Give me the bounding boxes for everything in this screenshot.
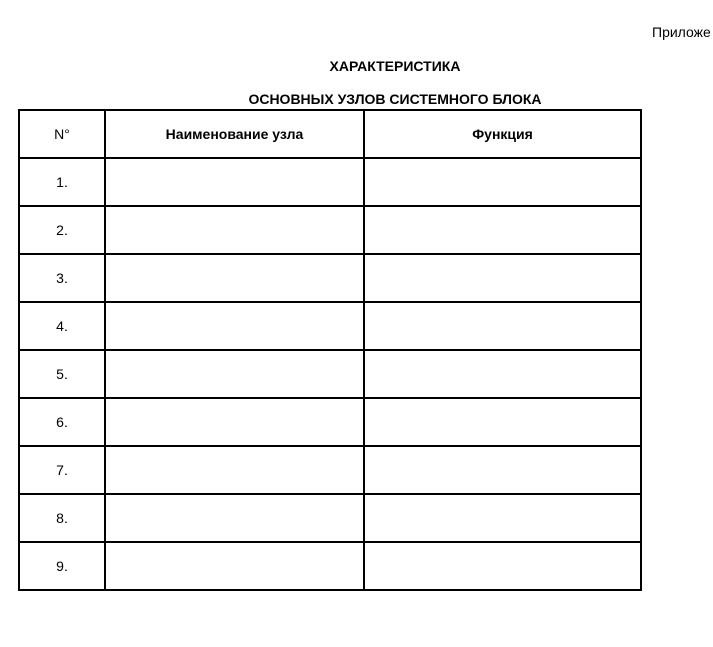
node-function-cell[interactable] xyxy=(364,494,641,542)
column-header-number: N° xyxy=(19,110,105,158)
document-title: ХАРАКТЕРИСТИКА xyxy=(329,58,461,74)
table-row xyxy=(19,350,641,398)
column-header-function: Функция xyxy=(364,110,641,158)
row-number: 8. xyxy=(19,494,105,542)
row-number: 4. xyxy=(19,302,105,350)
row-number: 3. xyxy=(19,254,105,302)
table-row xyxy=(19,446,641,494)
node-name-cell[interactable] xyxy=(105,254,364,302)
node-name-cell[interactable] xyxy=(105,158,364,206)
table-row xyxy=(19,398,641,446)
table-row xyxy=(19,254,641,302)
node-function-cell[interactable] xyxy=(364,158,641,206)
node-name-cell[interactable] xyxy=(105,398,364,446)
node-name-cell[interactable] xyxy=(105,542,364,590)
node-function-cell[interactable] xyxy=(364,446,641,494)
row-number: 7. xyxy=(19,446,105,494)
node-function-cell[interactable] xyxy=(364,542,641,590)
node-name-cell[interactable] xyxy=(105,494,364,542)
node-function-cell[interactable] xyxy=(364,302,641,350)
node-name-cell[interactable] xyxy=(105,446,364,494)
row-number: 1. xyxy=(19,158,105,206)
node-name-cell[interactable] xyxy=(105,302,364,350)
document-subtitle: ОСНОВНЫХ УЗЛОВ СИСТЕМНОГО БЛОКА xyxy=(248,91,542,107)
table-row xyxy=(19,494,641,542)
table-header-row xyxy=(19,110,641,158)
components-table xyxy=(18,109,642,591)
node-name-cell[interactable] xyxy=(105,206,364,254)
row-number: 6. xyxy=(19,398,105,446)
node-function-cell[interactable] xyxy=(364,350,641,398)
table-row xyxy=(19,158,641,206)
row-number: 9. xyxy=(19,542,105,590)
table-row xyxy=(19,206,641,254)
table-row xyxy=(19,542,641,590)
node-function-cell[interactable] xyxy=(364,206,641,254)
row-number: 2. xyxy=(19,206,105,254)
table-row xyxy=(19,302,641,350)
node-function-cell[interactable] xyxy=(364,398,641,446)
node-name-cell[interactable] xyxy=(105,350,364,398)
appendix-label: Приложе xyxy=(652,24,711,40)
node-function-cell[interactable] xyxy=(364,254,641,302)
row-number: 5. xyxy=(19,350,105,398)
column-header-name: Наименование узла xyxy=(105,110,364,158)
